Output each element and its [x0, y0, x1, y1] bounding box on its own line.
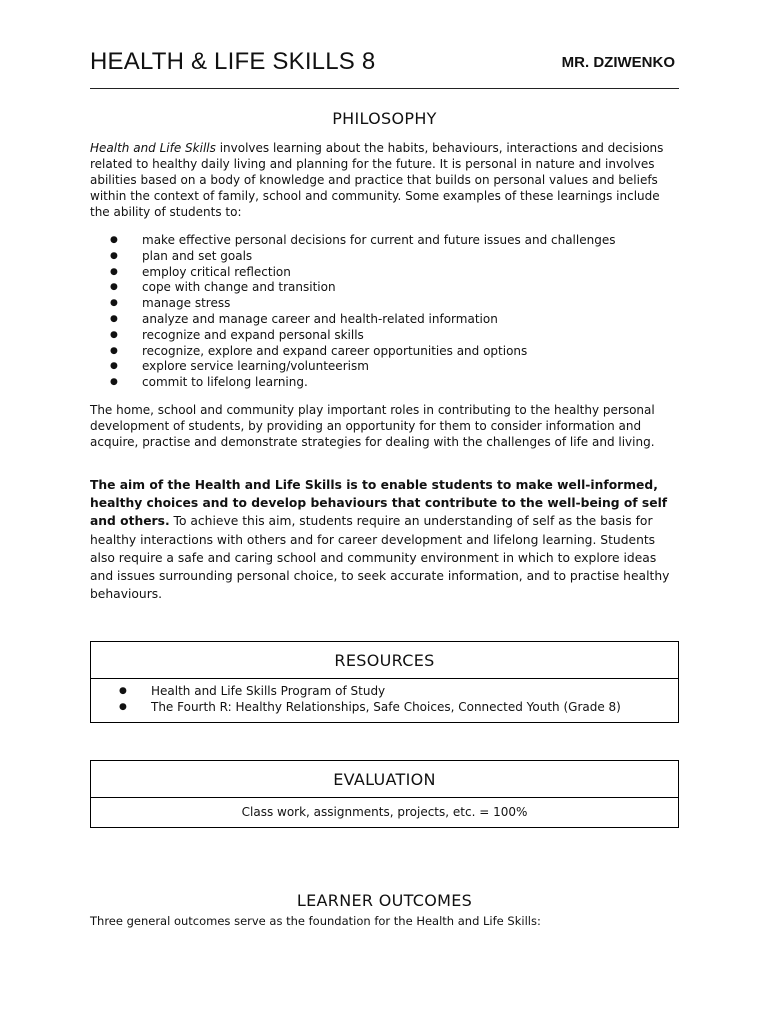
evaluation-box	[90, 760, 679, 828]
page-header	[90, 48, 679, 89]
evaluation-header	[91, 761, 678, 798]
list-item: ● commit to lifelong learning.	[110, 375, 670, 391]
resources-heading: RESOURCES	[334, 650, 435, 670]
aim-bold: The aim of the Health and Life Skills is to enable students to make well-informed, healthy choices and to develop behaviours that contribute to the well-being of self and others.	[90, 478, 668, 529]
evaluation-heading: EVALUATION	[333, 769, 436, 789]
aim-paragraph	[90, 476, 679, 603]
philosophy-heading: PHILOSOPHY	[332, 109, 437, 128]
list-item: ● recognize, explore and expand career opportunities and options	[110, 344, 670, 360]
resources-header	[91, 642, 678, 679]
philosophy-intro	[90, 140, 679, 220]
list-item: ● analyze and manage career and health-related information	[110, 312, 670, 328]
list-item: ● employ critical reflection	[110, 265, 670, 281]
list-item: ● manage stress	[110, 296, 670, 312]
list-item: ● recognize and expand personal skills	[110, 328, 670, 344]
outcomes-text: Three general outcomes serve as the foundation for the Health and Life Skills:	[90, 914, 541, 928]
list-item: ● explore service learning/volunteerism	[110, 359, 670, 375]
resources-box	[90, 641, 679, 723]
evaluation-text: Class work, assignments, projects, etc. = 100%	[241, 805, 528, 819]
list-item: ● make effective personal decisions for current and future issues and challenges	[110, 233, 670, 249]
list-item: ● Health and Life Skills Program of Study	[119, 684, 678, 700]
teacher-name: MR. DZIWENKO	[561, 54, 675, 71]
resources-list	[91, 679, 678, 716]
list-item: ● The Fourth R: Healthy Relationships, Safe Choices, Connected Youth (Grade 8)	[119, 700, 678, 716]
list-item: ● plan and set goals	[110, 249, 670, 265]
skills-list	[110, 233, 670, 391]
intro-italic: Health and Life Skills	[90, 141, 216, 155]
outcomes-heading: LEARNER OUTCOMES	[296, 891, 473, 910]
aim-rest: To achieve this aim, students require an understanding of self as the basis for healthy interactions with others and for career development and lifelong learning. Students also require a safe and caring school and community environment in which to explore ideas and issues surrounding personal choice, to seek accurate information, and to practise healthy behaviours.	[90, 514, 670, 602]
philosophy-paragraph-2: The home, school and community play important roles in contributing to the healthy personal development of students, by providing an opportunity for them to consider information and acquire, practise and demonstrate strategies for dealing with the challenges of life and living.	[90, 403, 655, 449]
intro-rest: involves learning about the habits, behaviours, interactions and decisions related to healthy daily living and planning for the future. It is personal in nature and involves abilities based on a body of knowledge and practice that builds on personal values and beliefs within the context of family, school and community. Some examples of these learnings include the ability of students to:	[90, 141, 664, 219]
list-item: ● cope with change and transition	[110, 280, 670, 296]
course-title: HEALTH & LIFE SKILLS 8	[90, 48, 376, 75]
